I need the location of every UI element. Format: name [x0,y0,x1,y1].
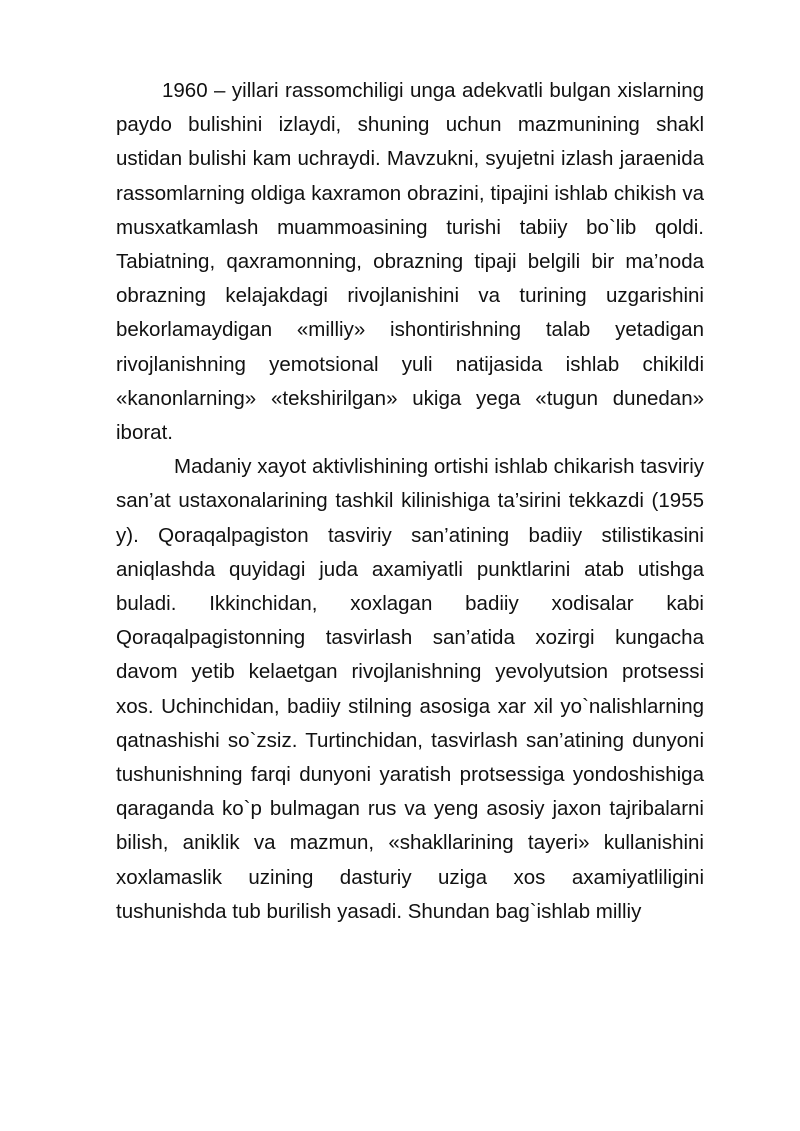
paragraph-2: Madaniy xayot aktivlishining ortishi ishlab chikarish tasviriy san’at ustaxonalarining tashkil kilinishiga ta’sirini tekkazdi (1955 y). Qoraqalpagiston tasviriy san’atining badiiy stilistikasini aniqlashda quyidagi juda axamiyatli punktlarini atab utishga buladi. Ikkinchidan, xoxlagan badiiy xodisalar kabi Qoraqalpagistonning tasvirlash san’atida xozirgi kungacha davom yetib kelaetgan rivojlanishning yevolyutsion protsessi xos. Uchinchidan, badiiy stilning asosiga xar xil yo`nalishlarning qatnashishi so`zsiz. Turtinchidan, tasvirlash san’atining dunyoni tushunishning farqi dunyoni yaratish protsessiga yondoshishiga qaraganda ko`p bulmagan rus va yeng asosiy jaxon tajribalarni bilish, aniklik va mazmun, «shakllarining tayeri» kullanishini xoxlamaslik uzining dasturiy uziga xos axamiyatliligini tushunishda tub burilish yasadi. Shundan bag`ishlab milliy [116,455,704,923]
document-page [116,74,704,929]
paragraph-1: 1960 – yillari rassomchiligi unga adekvatli bulgan xislarning paydo bulishini izlaydi, shuning uchun mazmunining shakl ustidan bulishi kam uchraydi. Mavzukni, syujetni izlash jaraenida rassomlarning oldiga kaxramon obrazini, tipajini ishlab chikish va musxatkamlash muammoasining turishi tabiiy bo`lib qoldi. Tabiatning, qaxramonning, obrazning tipaji belgili bir ma’noda obrazning kelajakdagi rivojlanishini va turining uzgarishini bekorlamaydigan «milliy» ishontirishning talab yetadigan rivojlanishning yemotsional yuli natijasida ishlab chikildi «kanonlarning» «tekshirilgan» ukiga yega «tugun dunedan» iborat. [116,79,704,445]
